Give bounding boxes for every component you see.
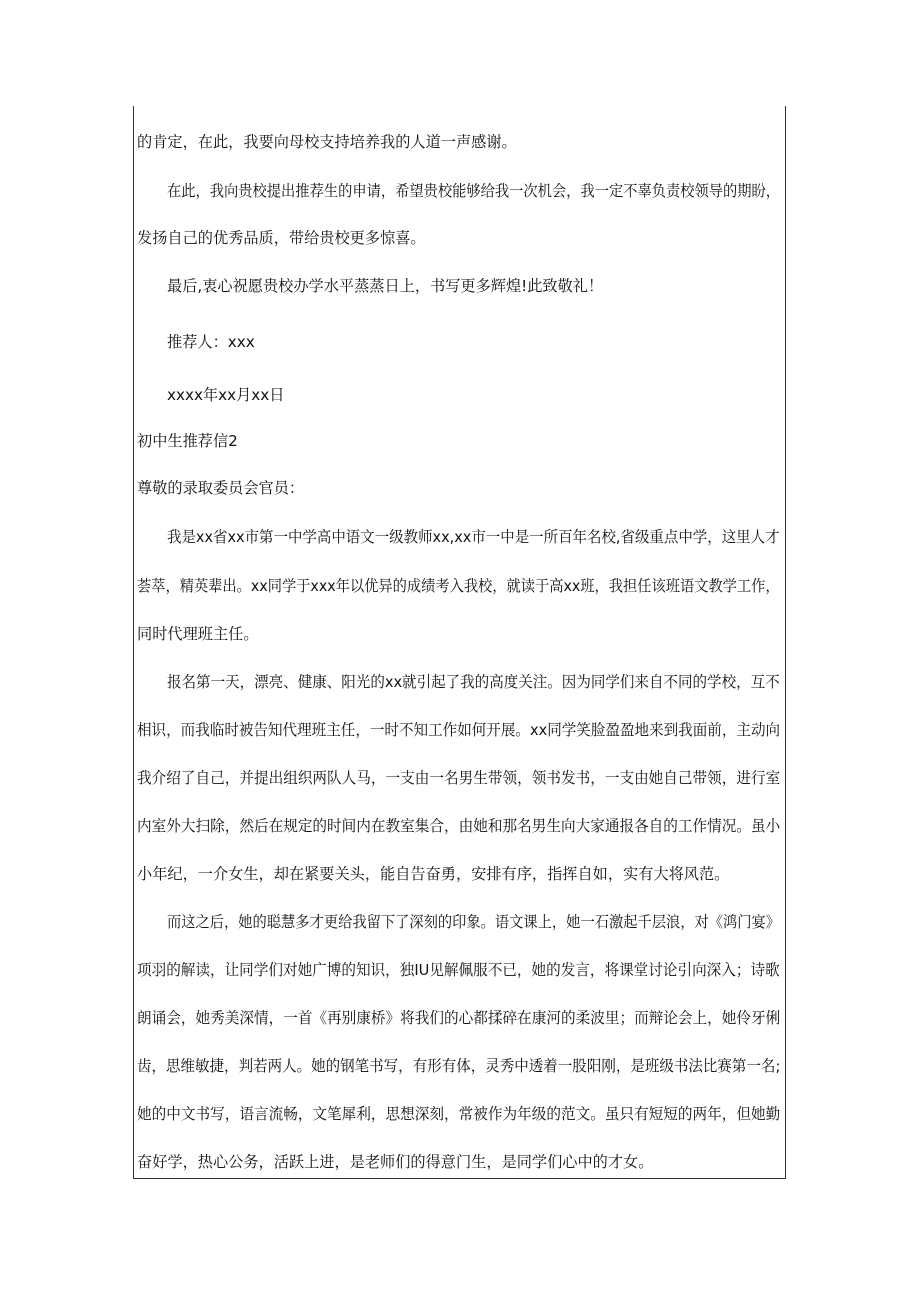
text-line: 内室外大扫除，然后在规定的时间内在教室集合，由她和那名男生向大家通报各自的工作情况。虽小 bbox=[137, 817, 781, 835]
text-line: 最后,衷心祝愿贵校办学水平蒸蒸日上，书写更多辉煌!此致敬礼！ bbox=[167, 277, 604, 295]
text-line: 我是xx省xx市第一中学高中语文一级教师xx,xx市一中是一所百年名校,省级重点中学，这里人才 bbox=[167, 528, 780, 546]
signature-recommender: 推荐人：xxx bbox=[167, 333, 255, 351]
text-line: 项羽的解读，让同学们对她广博的知识，独IU见解佩服不已，她的发言，将课堂讨论引向深入；诗歌 bbox=[137, 961, 780, 979]
text-line: 相识，而我临时被告知代理班主任，一时不知工作如何开展。xx同学笑脸盈盈地来到我面前，主动向 bbox=[137, 721, 781, 739]
text-line: 我介绍了自己，并提出组织两队人马，一支由一名男生带领，领书发书，一支由她自己带领，进行室 bbox=[137, 769, 781, 787]
text-line: 奋好学，热心公务，活跃上进，是老师们的得意门生，是同学们心中的才女。 bbox=[137, 1153, 654, 1171]
text-line: 而这之后，她的聪慧多才更给我留下了深刻的印象。语文课上，她一石激起千层浪，对《鸿门宴》 bbox=[167, 913, 781, 931]
text-line: 荟萃，精英辈出。xx同学于xxx年以优异的成绩考入我校，就读于高xx班，我担任该班语文教学工作， bbox=[137, 577, 780, 595]
salutation: 尊敬的录取委员会官员： bbox=[137, 479, 305, 497]
text-line: 同时代理班主任。 bbox=[137, 625, 259, 643]
signature-date: xxxx年xx月xx日 bbox=[167, 386, 285, 404]
text-line: 在此，我向贵校提出推荐生的申请，希望贵校能够给我一次机会，我一定不辜负责校领导的期盼， bbox=[167, 182, 781, 200]
section-title: 初中生推荐信2 bbox=[137, 432, 238, 450]
text-line: 朗诵会，她秀美深情，一首《再别康桥》将我们的心都揉碎在康河的柔波里；而辩论会上，她伶牙俐 bbox=[137, 1009, 781, 1027]
text-line: 报名第一天，漂亮、健康、阳光的xx就引起了我的高度关注。因为同学们来自不同的学校，互不 bbox=[167, 673, 780, 691]
text-line: 的肯定，在此，我要向母校支持培养我的人道一声感谢。 bbox=[137, 133, 517, 151]
text-line: 她的中文书写，语言流畅，文笔犀利，思想深刻，常被作为年级的范文。虽只有短短的两年，但她勤 bbox=[137, 1105, 781, 1123]
text-line: 小年纪，一介女生，却在紧要关头，能自告奋勇，安排有序，指挥自如，实有大将风范。 bbox=[137, 865, 730, 883]
text-line: 齿，思维敏捷，判若两人。她的钢笔书写，有形有体，灵秀中透着一股阳刚，是班级书法比赛第一名; bbox=[137, 1057, 781, 1075]
text-line: 发扬自己的优秀品质，带给贵校更多惊喜。 bbox=[137, 229, 426, 247]
